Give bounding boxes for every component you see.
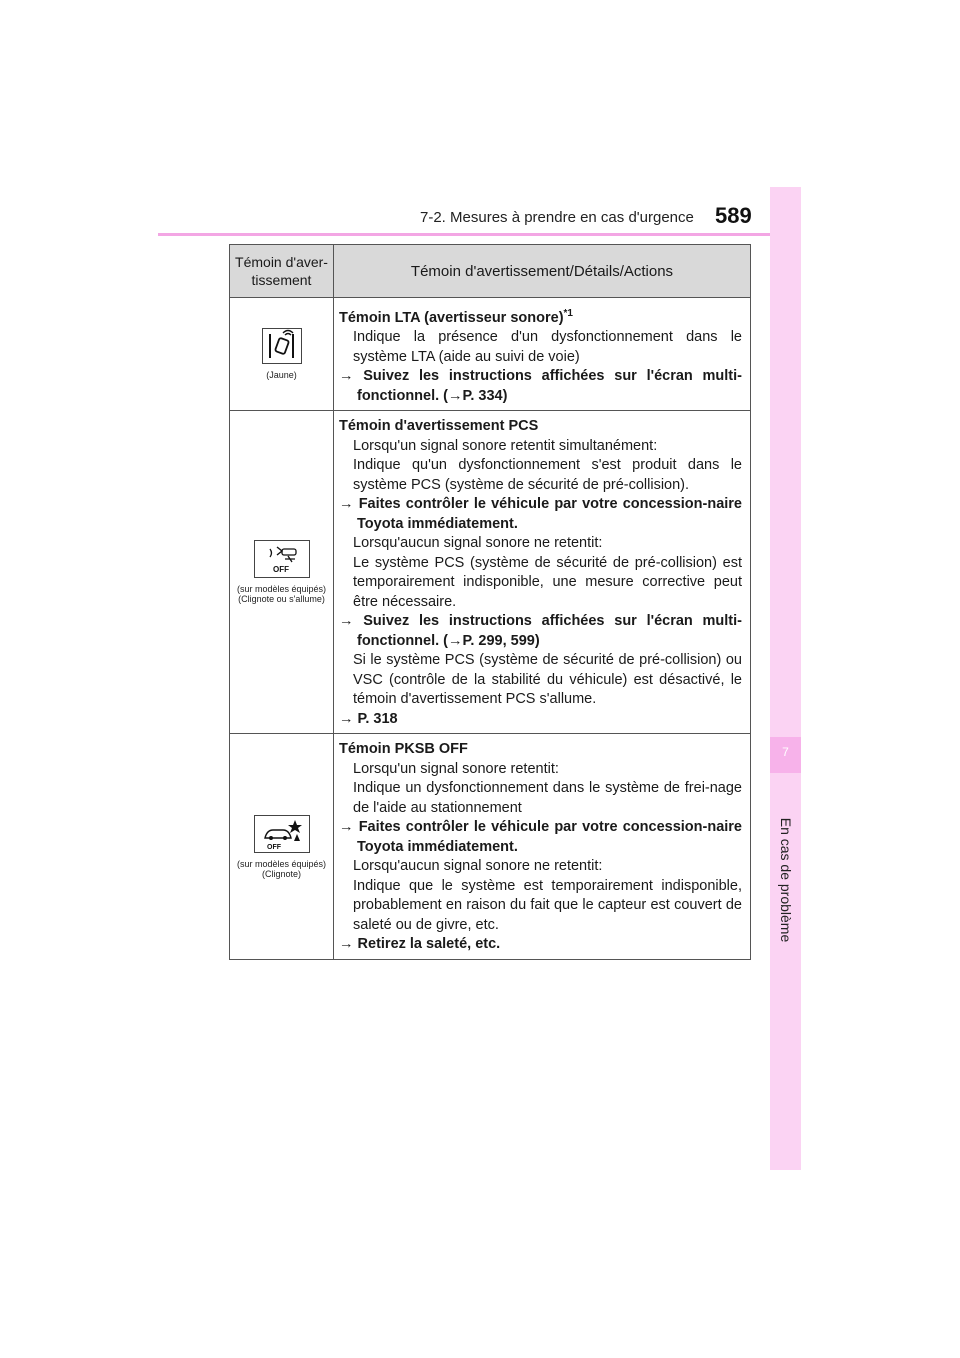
pcs-off-icon	[254, 540, 310, 578]
svg-text:OFF: OFF	[266, 843, 281, 851]
page-number: 589	[715, 203, 752, 228]
action-line: → P. 318	[339, 710, 398, 727]
page-header	[0, 0, 960, 240]
action-line: → Suivez les instructions affichées sur l'écran multi-fonctionnel. (→P. 334)	[339, 368, 742, 404]
section-title: 7-2. Mesures à prendre en cas d'urgence	[420, 209, 694, 226]
content-cell	[334, 298, 751, 411]
detail-line: Lorsqu'un signal sonore retentit:	[353, 760, 559, 777]
icon-caption: (sur modèles équipés) (Clignote)	[236, 858, 327, 879]
table-row	[230, 298, 751, 411]
header-divider	[158, 233, 800, 236]
icon-cell	[230, 411, 334, 734]
icon-caption: (Jaune)	[266, 370, 297, 381]
detail-line: Indique la présence d'un dysfonctionnement dans le système LTA (aide au suivi de voie)	[353, 329, 742, 365]
footnote-marker: *1	[563, 308, 573, 319]
column-header-warning: Témoin d'aver-tissement	[230, 245, 334, 298]
detail-line: Indique un dysfonctionnement dans le système de frei-nage de l'aide au stationnement	[353, 780, 742, 816]
icon-cell	[230, 734, 334, 960]
action-line: → Suivez les instructions affichées sur l'écran multi-fonctionnel. (→P. 299, 599)	[339, 613, 742, 649]
row-title: Témoin PKSB OFF	[339, 741, 468, 758]
content-cell	[334, 734, 751, 960]
table-row	[230, 411, 751, 734]
chapter-side-tab	[770, 187, 801, 1170]
pksb-off-icon	[254, 815, 310, 853]
chapter-number: 7	[782, 745, 789, 759]
detail-line: Si le système PCS (système de sécurité de pré-collision) ou VSC (contrôle de la stabilité du véhicule) est désactivé, le témoin d'avertissement PCS s'allume.	[353, 652, 742, 708]
lta-warning-icon	[262, 328, 302, 364]
row-title: Témoin d'avertissement PCS	[339, 418, 539, 435]
warning-lights-table	[229, 244, 751, 960]
action-line: → Retirez la saleté, etc.	[339, 936, 501, 953]
detail-line: Lorsqu'un signal sonore retentit simultanément:	[353, 437, 658, 454]
chapter-label: En cas de problème	[778, 817, 794, 943]
detail-line: Indique que le système est temporairement indisponible, probablement en raison du fait que le capteur est couvert de saleté ou de givre, etc.	[353, 877, 742, 933]
column-header-details: Témoin d'avertissement/Détails/Actions	[334, 245, 751, 298]
detail-line: Lorsqu'aucun signal sonore ne retentit:	[353, 535, 603, 552]
detail-line: Le système PCS (système de sécurité de pré-collision) est temporairement indisponible, une mesure corrective peut être nécessaire.	[353, 554, 742, 610]
icon-caption: (sur modèles équipés) (Clignote ou s'allume)	[236, 584, 327, 605]
detail-line: Indique qu'un dysfonctionnement s'est produit dans le système PCS (système de sécurité de pré-collision).	[353, 457, 742, 493]
content-cell	[334, 411, 751, 734]
svg-text:OFF: OFF	[272, 565, 289, 575]
table-row	[230, 734, 751, 960]
action-line: → Faites contrôler le véhicule par votre concession-naire Toyota immédiatement.	[339, 819, 742, 855]
icon-cell	[230, 298, 334, 411]
table-header-row	[230, 245, 751, 298]
action-line: → Faites contrôler le véhicule par votre concession-naire Toyota immédiatement.	[339, 496, 742, 532]
row-title: Témoin LTA (avertisseur sonore)$^{*1}$	[339, 308, 573, 326]
detail-line: Lorsqu'aucun signal sonore ne retentit:	[353, 858, 603, 875]
